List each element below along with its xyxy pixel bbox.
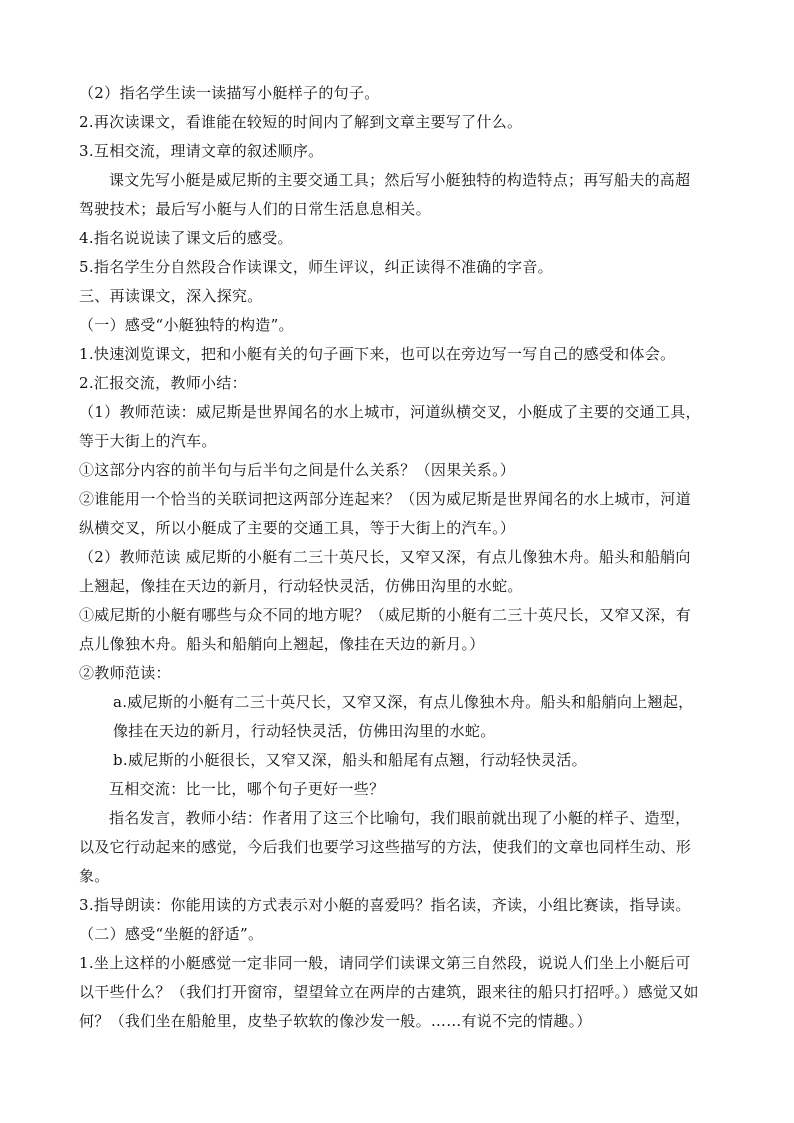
text-line: ②教师范读： [79,664,171,682]
text-line: 1.坐上这样的小艇感觉一定非同一般，请同学们读课文第三自然段，说说人们坐上小艇后可 [79,954,691,972]
text-line: 指名发言，教师小结：作者用了这三个比喻句，我们眼前就出现了小艇的样子、造型， [109,809,691,827]
text-line: 何？（我们坐在船舱里，皮垫子软软的像沙发一般。……有说不完的情趣。） [79,1012,592,1030]
text-line: 1.快速浏览课文，把和小艇有关的句子画下来，也可以在旁边写一写自己的感受和体会。 [79,345,676,363]
text-line: b.威尼斯的小艇很长，又窄又深，船头和船尾有点翘，行动轻快灵活。 [113,751,587,769]
subsection-heading: （二）感受“坐艇的舒适”。 [79,925,264,943]
text-line: ①威尼斯的小艇有哪些与众不同的地方呢？（威尼斯的小艇有二三十英尺长，又窄又深，有 [79,606,692,624]
text-line: 驾驶技术；最后写小艇与人们的日常生活息息相关。 [79,200,431,218]
text-line: 5.指名学生分自然段合作读课文，师生评议，纠正读得不准确的字音。 [79,258,553,276]
text-line: 等于大街上的汽车。 [79,432,217,450]
subsection-heading: （一）感受“小艇独特的构造”。 [79,316,294,334]
text-line: （2）教师范读 威尼斯的小艇有二三十英尺长，又窄又深，有点儿像独木舟。船头和船艄向 [79,548,691,566]
text-line: 互相交流：比一比，哪个句子更好一些？ [109,780,385,798]
text-line: ②谁能用一个恰当的关联词把这两部分连起来？（因为威尼斯是世界闻名的水上城市，河道 [79,490,692,508]
text-line: ①这部分内容的前半句与后半句之间是什么关系？（因果关系。） [79,461,516,479]
text-line: 点儿像独木舟。船头和船艄向上翘起，像挂在天边的新月。） [79,635,485,653]
text-line: 3.指导朗读：你能用读的方式表示对小艇的喜爱吗？指名读，齐读，小组比赛读，指导读。 [79,896,691,914]
text-line: 以干些什么？（我们打开窗帘，望望耸立在两岸的古建筑，跟来往的船只打招呼。）感觉又如 [79,983,699,1001]
text-line: 4.指名说说读了课文后的感受。 [79,229,293,247]
text-line: a.威尼斯的小艇有二三十英尺长，又窄又深，有点儿像独木舟。船头和船艄向上翘起， [113,693,694,711]
text-line: 以及它行动起来的感觉，今后我们也要学习这些描写的方法，使我们的文章也同样生动、形 [79,838,692,856]
text-line: 上翘起，像挂在天边的新月，行动轻快灵活，仿佛田沟里的水蛇。 [79,577,523,595]
text-line: 2.再次读课文，看谁能在较短的时间内了解到文章主要写了什么。 [79,113,523,131]
section-heading: 三、再读课文，深入探究。 [79,287,263,305]
text-line: 3.互相交流，理请文章的叙述顺序。 [79,142,324,160]
text-line: 象。 [79,867,110,885]
text-line: 课文先写小艇是威尼斯的主要交通工具；然后写小艇独特的构造特点；再写船夫的高超 [109,171,691,189]
text-line: 纵横交叉，所以小艇成了主要的交通工具，等于大街上的汽车。） [79,519,516,537]
lesson-text [79,79,719,1036]
text-line: （2）指名学生读一读描写小艇样子的句子。 [79,84,380,102]
text-line: 像挂在天边的新月，行动轻快灵活，仿佛田沟里的水蛇。 [113,722,496,740]
text-line: 2.汇报交流，教师小结： [79,374,247,392]
text-line: （1）教师范读：威尼斯是世界闻名的水上城市，河道纵横交叉，小艇成了主要的交通工具， [79,403,701,421]
